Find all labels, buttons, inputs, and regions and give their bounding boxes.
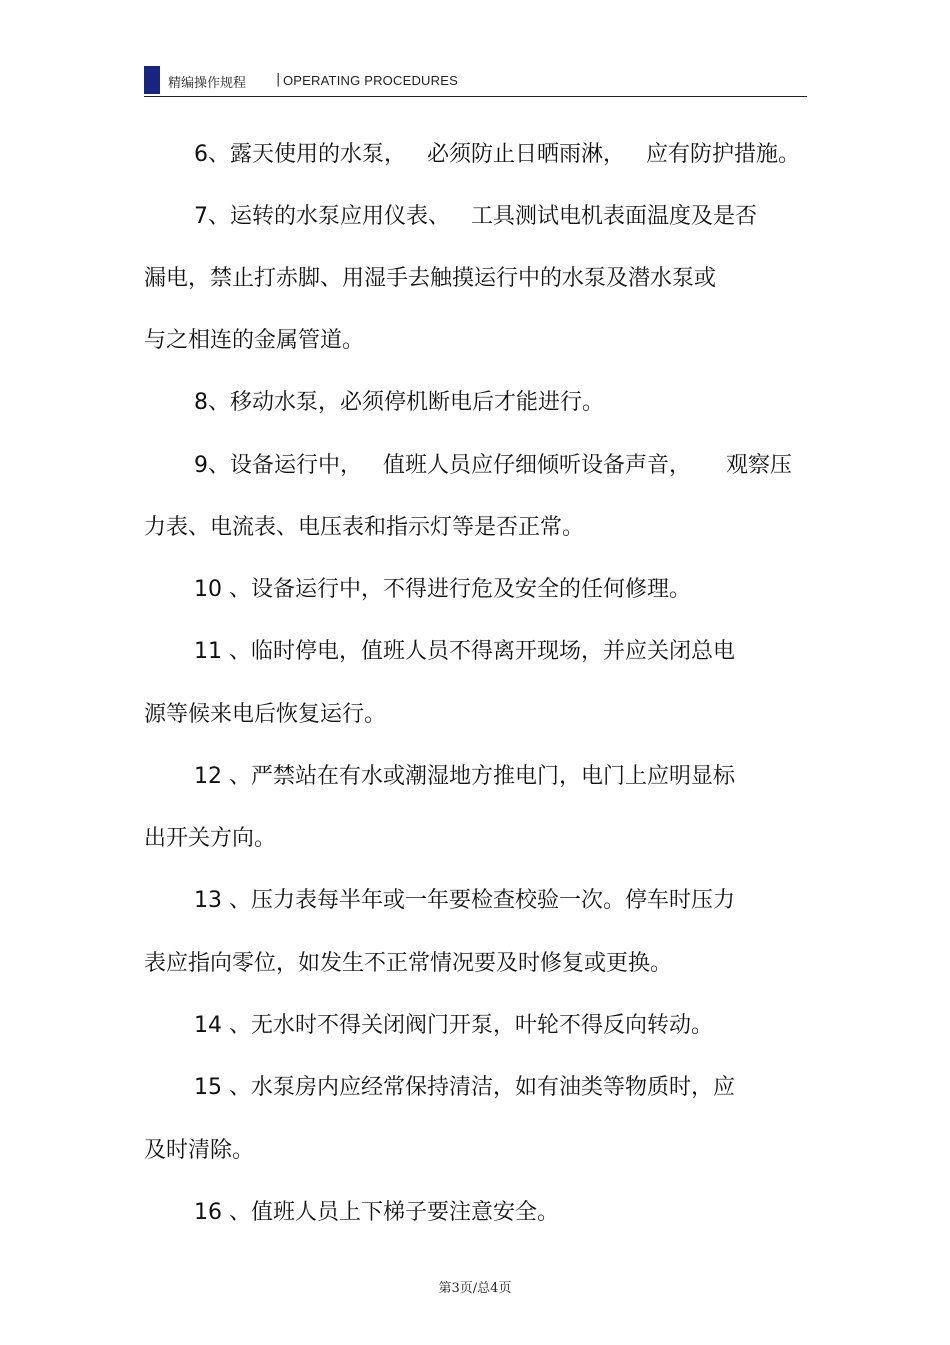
text-line: 表应指向零位，如发生不正常情况要及时修复或更换。 (144, 951, 673, 976)
text-line: 13 、压力表每半年或一年要检查校验一次。停车时压力 (194, 888, 735, 913)
page-header (144, 66, 807, 97)
text-line: 6、露天使用的水泵， 必须防止日晒雨淋， 应有防护措施。 (194, 142, 800, 167)
page-number: 第3页/总4页 (438, 1281, 512, 1296)
text-line: 及时清除。 (144, 1138, 255, 1163)
text-line: 16 、值班人员上下梯子要注意安全。 (194, 1200, 559, 1225)
header-title-cn: 精编操作规程 (168, 76, 247, 91)
header-separator: | (276, 72, 281, 87)
text-line: 12 、严禁站在有水或潮湿地方推电门，电门上应明显标 (194, 764, 735, 789)
text-line: 11 、临时停电，值班人员不得离开现场，并应关闭总电 (194, 639, 735, 664)
text-line: 漏电，禁止打赤脚、用湿手去触摸运行中的水泵及潜水泵或 (144, 266, 717, 291)
text-line: 与之相连的金属管道。 (144, 328, 365, 353)
text-line: 8、移动水泵，必须停机断电后才能进行。 (194, 390, 604, 415)
text-line: 7、运转的水泵应用仪表、 工具测试电机表面温度及是否 (194, 204, 757, 229)
text-line: 源等候来电后恢复运行。 (144, 702, 387, 727)
text-line: 15 、水泵房内应经常保持清洁，如有油类等物质时，应 (194, 1075, 735, 1100)
text-line: 14 、无水时不得关闭阀门开泵，叶轮不得反向转动。 (194, 1013, 713, 1038)
text-line: 9、设备运行中， 值班人员应仔细倾听设备声音， 观察压 (194, 453, 792, 478)
text-line: 力表、电流表、电压表和指示灯等是否正常。 (144, 515, 585, 540)
text-line: 10 、设备运行中，不得进行危及安全的任何修理。 (194, 577, 691, 602)
text-line: 出开关方向。 (144, 826, 277, 851)
header-title-en: OPERATING PROCEDURES (283, 73, 458, 88)
logo-icon (144, 66, 160, 94)
